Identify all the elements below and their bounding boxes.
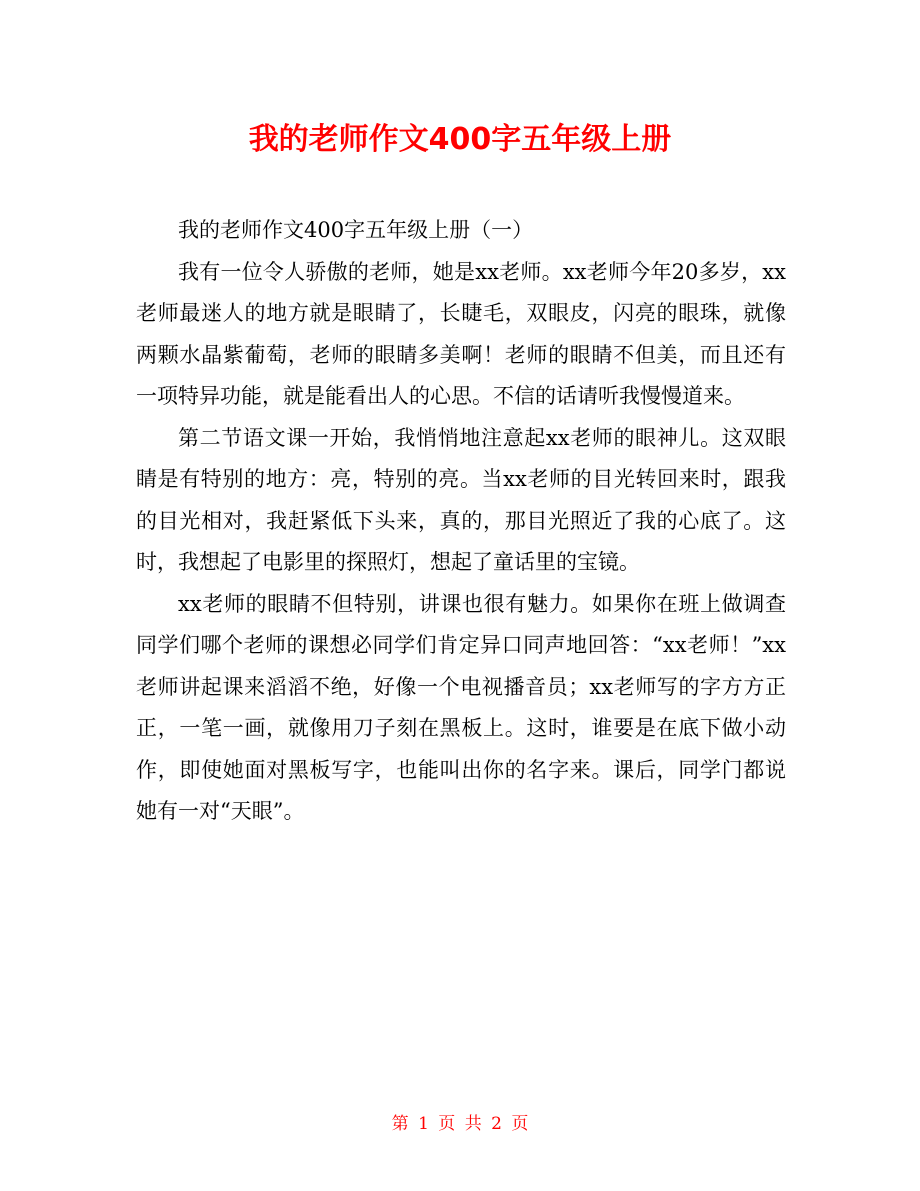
document-body [136,210,786,833]
paragraph: 我有一位令人骄傲的老师，她是xx老师。xx老师今年20多岁，xx老师最迷人的地方就是眼睛了，长睫毛，双眼皮，闪亮的眼珠，就像两颗水晶紫葡萄，老师的眼睛多美啊！老师的眼睛不但美，而且还有一项特异功能，就是能看出人的心思。不信的话请听我慢慢道来。 [136,259,786,408]
paragraph-subtitle: 我的老师作文400字五年级上册（一） [178,218,534,242]
document-title: 我的老师作文400字五年级上册 [248,122,672,157]
paragraph: xx老师的眼睛不但特别，讲课也很有魅力。如果你在班上做调查同学们哪个老师的课想必同学们肯定异口同声地回答：“xx老师！”xx老师讲起课来滔滔不绝，好像一个电视播音员；xx老师写的字方方正正，一笔一画，就像用刀子刻在黑板上。这时，谁要是在底下做小动作，即使她面对黑板写字，也能叫出你的名字来。课后，同学门都说她有一对“天眼”。 [136,591,786,823]
page-number-footer: 第 1 页 共 2 页 [391,1114,529,1134]
paragraph: 第二节语文课一开始，我悄悄地注意起xx老师的眼神儿。这双眼睛是有特别的地方：亮，特别的亮。当xx老师的目光转回来时，跟我的目光相对，我赶紧低下头来，真的，那目光照近了我的心底了。这时，我想起了电影里的探照灯，想起了童话里的宝镜。 [136,425,786,574]
